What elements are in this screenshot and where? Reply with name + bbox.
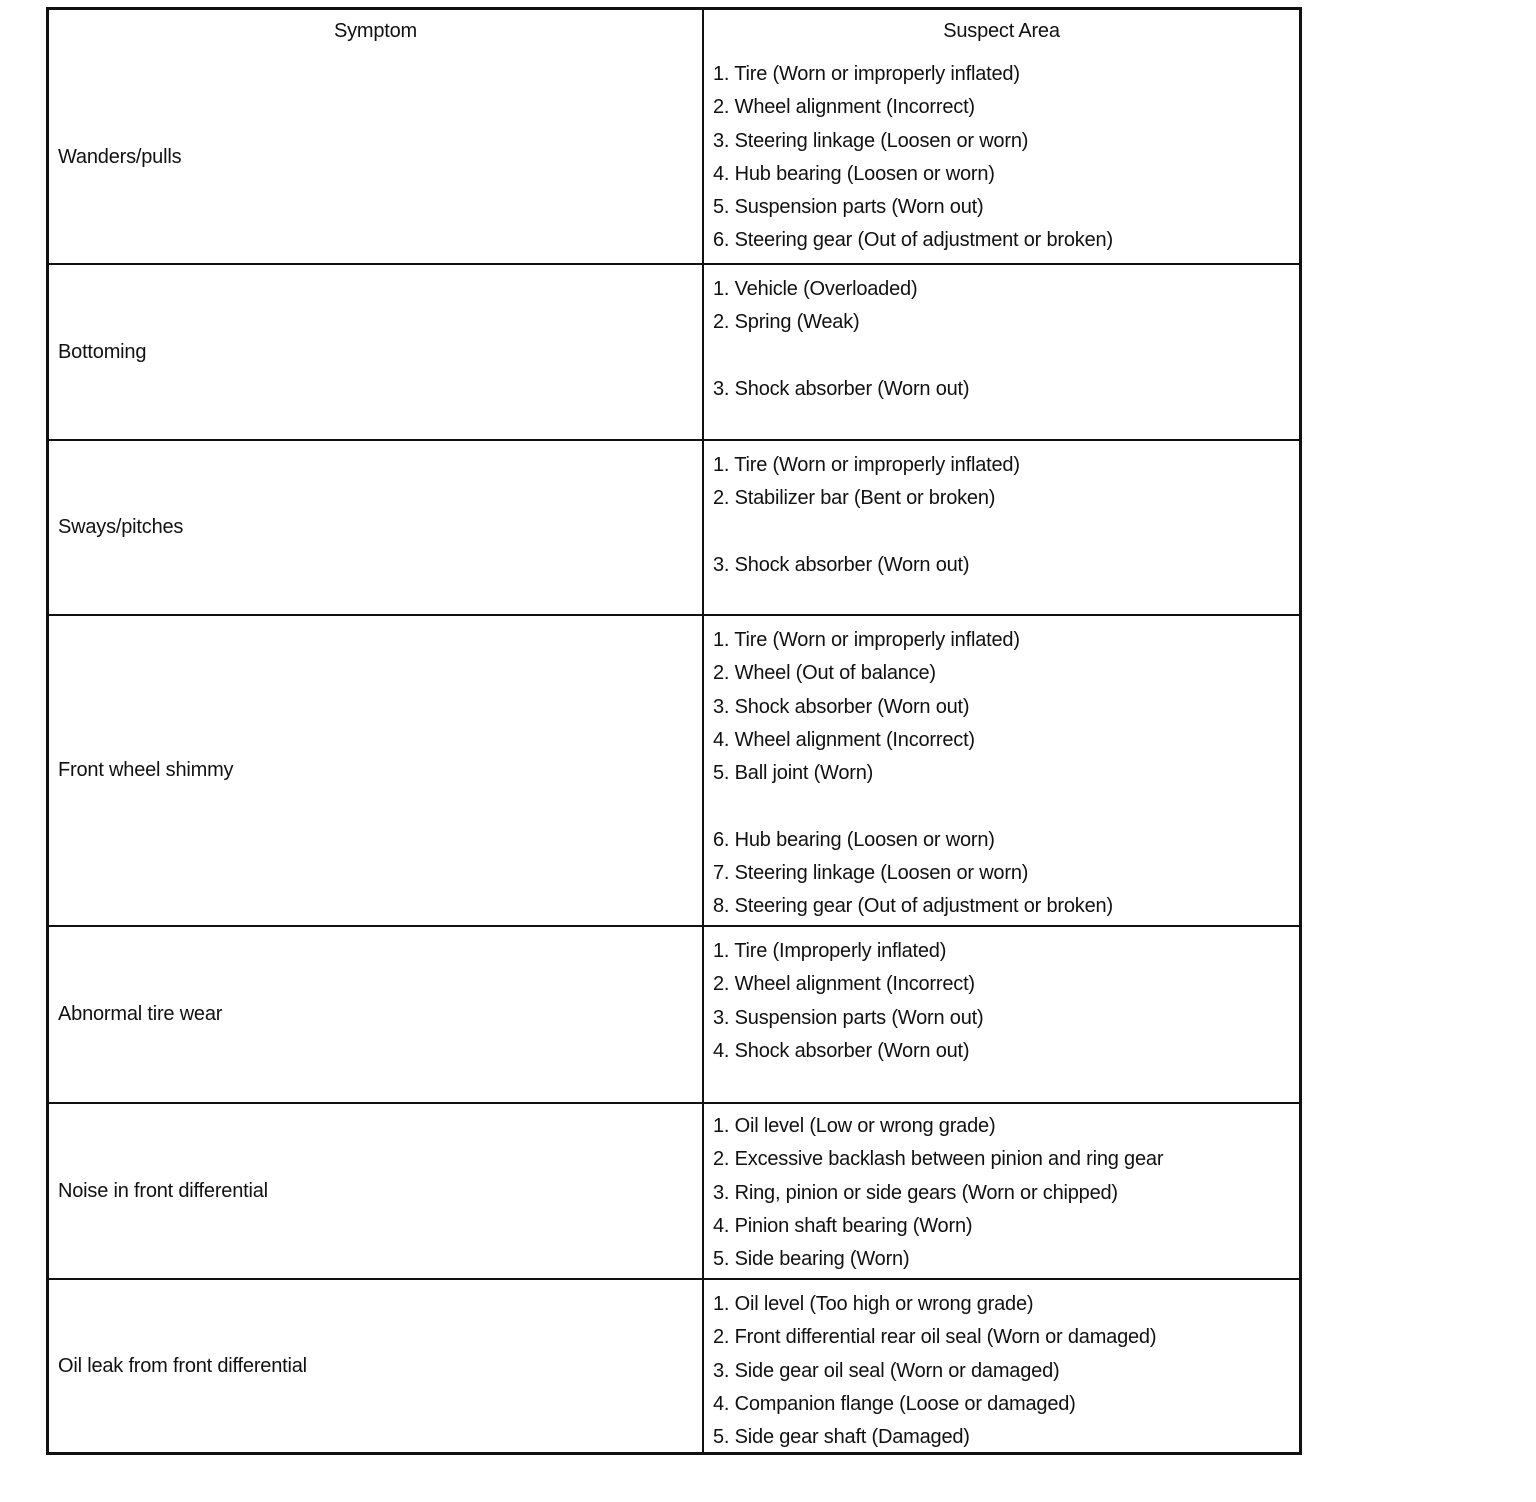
suspect-area-item: 4. Wheel alignment (Incorrect) [713, 728, 975, 751]
suspect-area-cell [704, 1280, 1299, 1452]
suspect-area-item: 2. Wheel alignment (Incorrect) [713, 973, 975, 996]
suspect-area-item: 4. Hub bearing (Loosen or worn) [713, 162, 995, 185]
suspect-area-item: 4. Pinion shaft bearing (Worn) [713, 1214, 973, 1237]
suspect-area-item: 4. Shock absorber (Worn out) [713, 1039, 970, 1062]
spacer [713, 340, 1299, 373]
suspect-area-cell [704, 927, 1299, 1102]
table-row [49, 1278, 1299, 1452]
suspect-area-item: 2. Excessive backlash between pinion and ring gear [713, 1148, 1164, 1171]
table-row [49, 614, 1299, 925]
suspect-area-cell [704, 441, 1299, 614]
suspect-area-item: 5. Ball joint (Worn) [713, 762, 874, 785]
symptom-cell: Sways/pitches [49, 441, 704, 614]
symptom-cell: Front wheel shimmy [49, 616, 704, 925]
suspect-area-item: 1. Oil level (Low or wrong grade) [713, 1115, 996, 1137]
suspect-area-item: 3. Ring, pinion or side gears (Worn or chipped) [713, 1181, 1118, 1204]
spacer [713, 516, 1299, 549]
suspect-area-item: 1. Tire (Worn or improperly inflated) [713, 63, 1020, 85]
header-symptom: Symptom [49, 10, 704, 52]
symptom-cell: Bottoming [49, 265, 704, 439]
suspect-area-item: 3. Shock absorber (Worn out) [713, 553, 970, 576]
suspect-area-item: 5. Side bearing (Worn) [713, 1248, 910, 1271]
suspect-area-item: 7. Steering linkage (Loosen or worn) [713, 862, 1029, 885]
table-row [49, 1102, 1299, 1278]
symptom-cell: Noise in front differential [49, 1104, 704, 1278]
suspect-area-item: 6. Hub bearing (Loosen or worn) [713, 828, 995, 851]
suspect-area-cell [704, 616, 1299, 925]
suspect-area-item: 1. Tire (Improperly inflated) [713, 940, 947, 962]
suspect-area-item: 1. Tire (Worn or improperly inflated) [713, 629, 1020, 651]
suspect-area-item: 1. Tire (Worn or improperly inflated) [713, 454, 1020, 476]
suspect-area-item: 2. Front differential rear oil seal (Worn or damaged) [713, 1326, 1157, 1349]
table-row [49, 439, 1299, 614]
table-row [49, 925, 1299, 1102]
suspect-area-item: 1. Vehicle (Overloaded) [713, 278, 918, 300]
suspect-area-item: 5. Side gear shaft (Damaged) [713, 1426, 970, 1449]
header-suspect-area: Suspect Area [943, 19, 1060, 42]
suspect-area-item: 2. Stabilizer bar (Bent or broken) [713, 487, 996, 510]
suspect-area-item: 3. Shock absorber (Worn out) [713, 695, 970, 718]
symptom-cell: Wanders/pulls [49, 52, 704, 263]
troubleshooting-table [46, 7, 1302, 1455]
table-row [49, 52, 1299, 263]
suspect-area-item: 4. Companion flange (Loose or damaged) [713, 1392, 1076, 1415]
symptom-cell: Oil leak from front differential [49, 1280, 704, 1452]
suspect-area-item: 1. Oil level (Too high or wrong grade) [713, 1293, 1034, 1315]
table-header-row [49, 10, 1299, 52]
suspect-area-item: 3. Steering linkage (Loosen or worn) [713, 129, 1029, 152]
suspect-area-item: 5. Suspension parts (Worn out) [713, 196, 984, 219]
symptom-cell: Abnormal tire wear [49, 927, 704, 1102]
suspect-area-cell [704, 52, 1299, 263]
suspect-area-item: 3. Shock absorber (Worn out) [713, 377, 970, 400]
suspect-area-item: 2. Wheel (Out of balance) [713, 662, 936, 685]
suspect-area-item: 2. Wheel alignment (Incorrect) [713, 96, 975, 119]
suspect-area-item: 6. Steering gear (Out of adjustment or broken) [713, 229, 1113, 252]
suspect-area-item: 8. Steering gear (Out of adjustment or broken) [713, 895, 1113, 918]
suspect-area-cell [704, 1104, 1299, 1278]
suspect-area-item: 2. Spring (Weak) [713, 311, 860, 334]
suspect-area-item: 3. Suspension parts (Worn out) [713, 1006, 984, 1029]
spacer [713, 790, 1299, 823]
suspect-area-cell [704, 265, 1299, 439]
table-row [49, 263, 1299, 439]
suspect-area-item: 3. Side gear oil seal (Worn or damaged) [713, 1359, 1060, 1382]
